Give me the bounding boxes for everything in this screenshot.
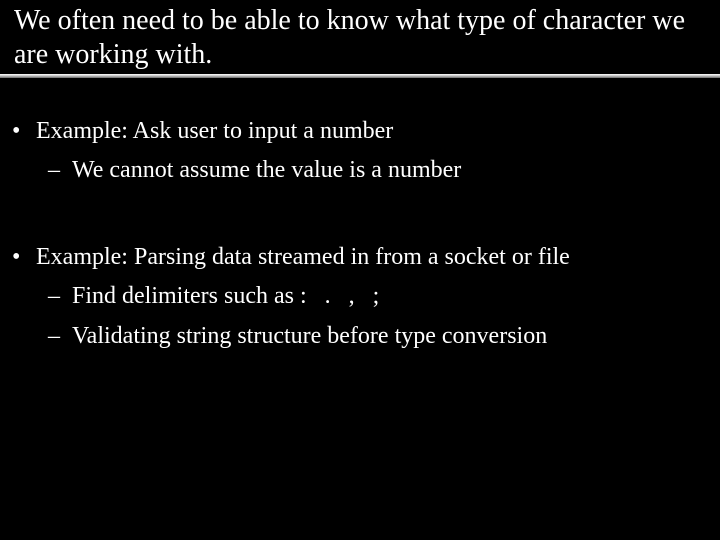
sub-item-1-1 <box>0 150 720 190</box>
sub-item-2-2 <box>0 316 720 356</box>
dash-icon: – <box>48 323 60 349</box>
bullet-icon: • <box>12 118 21 144</box>
bullet-text-2: Example: Parsing data streamed in from a socket or file <box>36 244 570 270</box>
bullet-icon: • <box>12 244 21 270</box>
spacer <box>0 190 720 238</box>
slide-content <box>0 112 720 356</box>
sub-text-2-2: Validating string structure before type conversion <box>72 323 548 349</box>
sub-text-1-1: We cannot assume the value is a number <box>72 157 462 183</box>
bullet-text-1: Example: Ask user to input a number <box>36 118 394 144</box>
title-divider <box>0 74 720 78</box>
bullet-item-2 <box>0 238 720 276</box>
sub-item-2-1 <box>0 276 720 316</box>
dash-icon: – <box>48 283 60 309</box>
dash-icon: – <box>48 157 60 183</box>
slide-title: We often need to be able to know what type of character we are working with. <box>14 5 686 70</box>
bullet-item-1 <box>0 112 720 150</box>
sub-text-2-1: Find delimiters such as : . , ; <box>72 283 380 309</box>
